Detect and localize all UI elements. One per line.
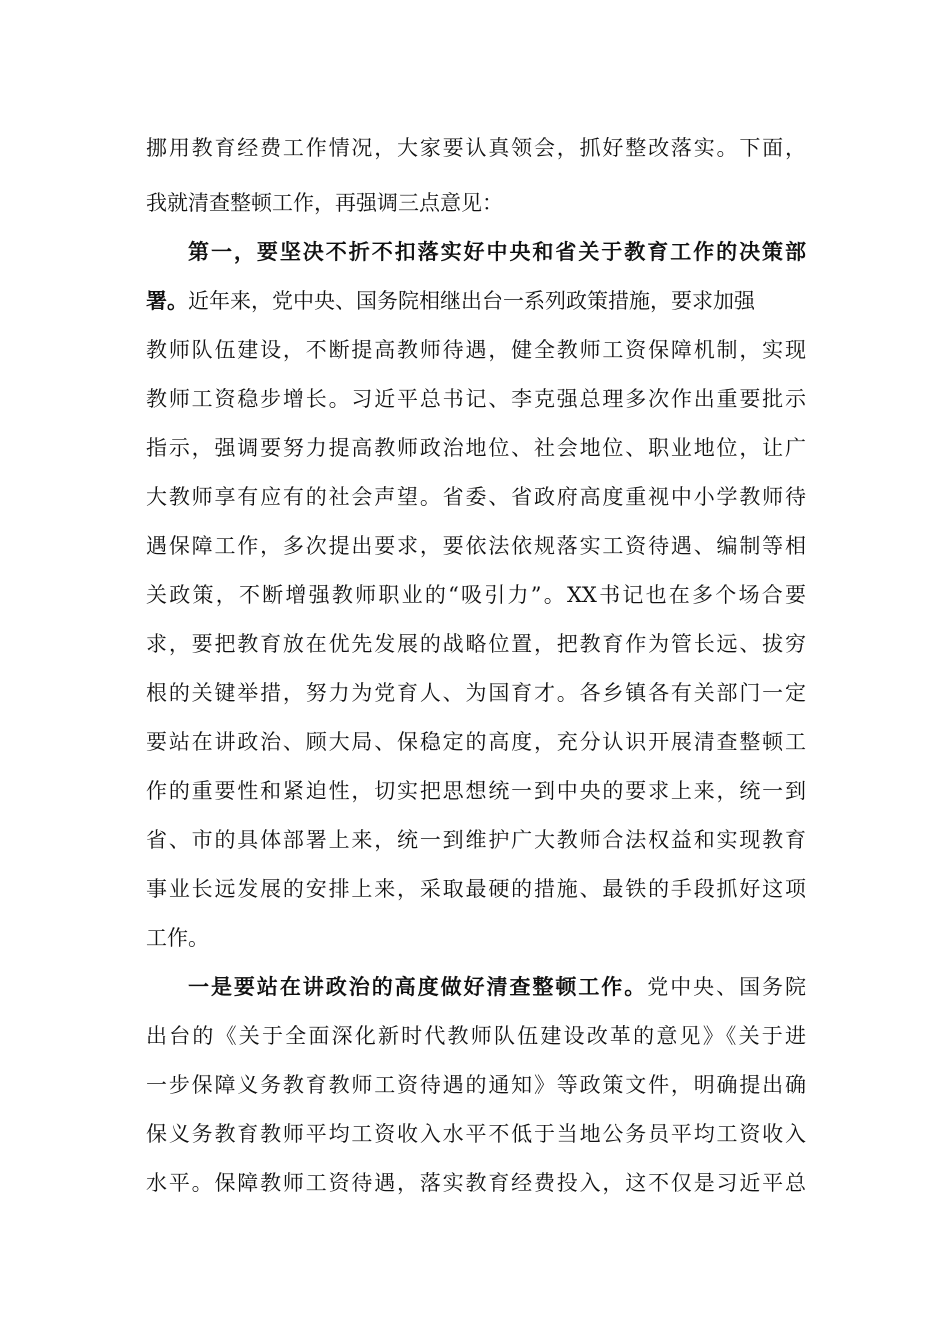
- text-line: 求，要把教育放在优先发展的战略位置，把教育作为管长远、拔穷: [146, 632, 806, 656]
- text-line: 指示，强调要努力提高教师政治地位、社会地位、职业地位，让广: [146, 436, 806, 460]
- text-line: [188, 970, 806, 1004]
- text-line: 遇保障工作，多次提出要求，要依法依规落实工资待遇、编制等相: [146, 534, 806, 558]
- text-line: 我就清查整顿工作，再强调三点意见：: [146, 191, 503, 215]
- text-line: 大教师享有应有的社会声望。省委、省政府高度重视中小学教师待: [146, 485, 806, 509]
- text-line: 挪用教育经费工作情况，大家要认真领会，抓好整改落实。下面，: [146, 136, 806, 160]
- text-line: 教师工资稳步增长。习近平总书记、李克强总理多次作出重要批示: [146, 387, 806, 411]
- text-line: 保义务教育教师平均工资收入水平不低于当地公务员平均工资收入: [146, 1122, 806, 1146]
- text-line: 工作。: [146, 926, 209, 950]
- text-line: 省、市的具体部署上来，统一到维护广大教师合法权益和实现教育: [146, 828, 806, 852]
- text-line: 作的重要性和紧迫性，切实把思想统一到中央的要求上来，统一到: [146, 779, 806, 803]
- text-line: 事业长远发展的安排上来，采取最硬的措施、最铁的手段抓好这项: [146, 877, 806, 901]
- text-line: 出台的《关于全面深化新时代教师队伍建设改革的意见》《关于进: [146, 1024, 806, 1048]
- text-run: 近年来，党中央、国务院相继出台一系列政策措施，要求加强: [188, 289, 755, 313]
- section-heading-tail: 署。: [146, 289, 188, 313]
- text-line: 一步保障义务教育教师工资待遇的通知》等政策文件，明确提出确: [146, 1073, 806, 1097]
- text-line: 教师队伍建设，不断提高教师待遇，健全教师工资保障机制，实现: [146, 338, 806, 362]
- text-line: 关政策，不断增强教师职业的“吸引力”。XX书记也在多个场合要: [146, 583, 806, 607]
- text-line: 要站在讲政治、顾大局、保稳定的高度，充分认识开展清查整顿工: [146, 730, 806, 754]
- text-line: [146, 284, 806, 318]
- text-run: 党中央、国务院: [647, 975, 807, 999]
- section-heading: 第一，要坚决不折不扣落实好中央和省关于教育工作的决策部: [188, 240, 806, 264]
- text-line: 水平。保障教师工资待遇，落实教育经费投入，这不仅是习近平总: [146, 1171, 806, 1195]
- subsection-heading: 一是要站在讲政治的高度做好清查整顿工作。: [188, 975, 648, 999]
- text-line: 根的关键举措，努力为党育人、为国育才。各乡镇各有关部门一定: [146, 681, 806, 705]
